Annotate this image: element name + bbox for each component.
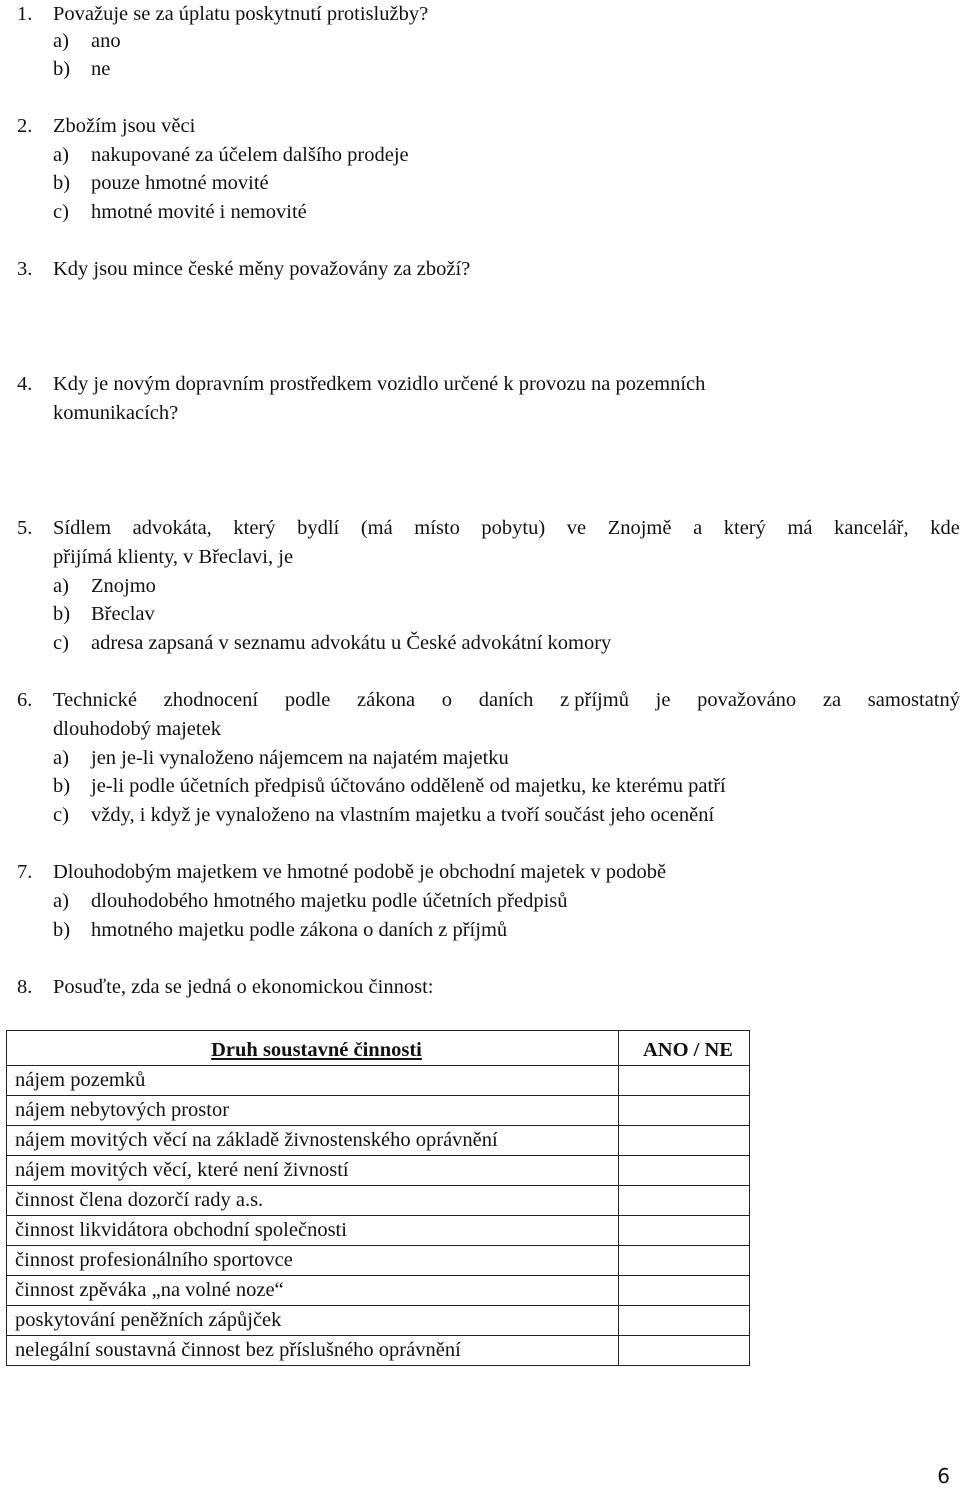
- option: [53, 772, 726, 801]
- option-text: adresa zapsaná v seznamu advokátu u České advokátní komory: [91, 632, 612, 654]
- option: [53, 141, 409, 170]
- option: [53, 55, 110, 84]
- table-row: [7, 1216, 750, 1246]
- word: Znojmě: [607, 517, 672, 539]
- option-text: hmotné movité i nemovité: [91, 201, 307, 223]
- word: Sídlem: [53, 517, 112, 539]
- activity-cell: poskytování peněžních zápůjček: [7, 1306, 619, 1336]
- activity-cell: nájem nebytových prostor: [7, 1096, 619, 1126]
- question-text: Dlouhodobým majetkem ve hmotné podobě je obchodní majetek v podobě: [53, 861, 667, 883]
- option: [53, 916, 507, 945]
- option-text: Břeclav: [91, 603, 155, 625]
- word: který: [723, 517, 766, 539]
- option: [53, 887, 568, 916]
- option-text: dlouhodobého hmotného majetku podle účetních předpisů: [91, 890, 568, 912]
- option-text: pouze hmotné movité: [91, 172, 269, 194]
- answer-cell[interactable]: [619, 1336, 750, 1366]
- answer-cell[interactable]: [619, 1066, 750, 1096]
- word: podle: [284, 689, 331, 711]
- option-letter: a): [53, 575, 69, 597]
- word: advokáta,: [132, 517, 212, 539]
- option-letter: a): [53, 747, 69, 769]
- table-row: [7, 1186, 750, 1216]
- activity-cell: nájem pozemků: [7, 1066, 619, 1096]
- question-text: Kdy jsou mince české měny považovány za zboží?: [53, 258, 471, 280]
- option-text: jen je-li vynaloženo nájemcem na najatém majetku: [91, 747, 509, 769]
- option: [53, 600, 155, 629]
- answer-cell[interactable]: [619, 1216, 750, 1246]
- question-text: Považuje se za úplatu poskytnutí protislužby?: [53, 3, 429, 25]
- activity-cell: nelegální soustavná činnost bez příslušného oprávnění: [7, 1336, 619, 1366]
- answer-cell[interactable]: [619, 1246, 750, 1276]
- option: [53, 629, 611, 658]
- question-number: 6.: [17, 689, 33, 711]
- option-letter: b): [53, 603, 71, 625]
- table-row: [7, 1276, 750, 1306]
- table-row: [7, 1096, 750, 1126]
- option-letter: b): [53, 58, 71, 80]
- activity-cell: nájem movitých věcí, které není živností: [7, 1156, 619, 1186]
- word: (má: [360, 517, 393, 539]
- column-header-activity: Druh soustavné činnosti: [7, 1031, 619, 1066]
- answer-cell[interactable]: [619, 1186, 750, 1216]
- option-letter: c): [53, 804, 69, 826]
- question-number: 7.: [17, 861, 33, 883]
- answer-cell[interactable]: [619, 1276, 750, 1306]
- word: považováno: [697, 689, 797, 711]
- word: zákona: [357, 689, 416, 711]
- activity-cell: činnost člena dozorčí rady a.s.: [7, 1186, 619, 1216]
- question-number: 4.: [17, 373, 33, 395]
- question-text-continued: dlouhodobý majetek: [53, 718, 221, 740]
- word: který: [233, 517, 276, 539]
- table-header-row: [7, 1031, 750, 1066]
- table-row: [7, 1066, 750, 1096]
- option-text: hmotného majetku podle zákona o daních z příjmů: [91, 919, 508, 941]
- table-row: [7, 1126, 750, 1156]
- activity-cell: činnost profesionálního sportovce: [7, 1246, 619, 1276]
- option-text: je-li podle účetních předpisů účtováno odděleně od majetku, ke kterému patří: [91, 775, 726, 797]
- word: samostatný: [867, 689, 960, 711]
- word: za: [822, 689, 842, 711]
- option-text: nakupované za účelem dalšího prodeje: [91, 144, 409, 166]
- word: Technické: [53, 689, 137, 711]
- option-text: ano: [91, 30, 121, 52]
- word: bydlí: [297, 517, 340, 539]
- table-row: [7, 1306, 750, 1336]
- word: místo: [414, 517, 460, 539]
- activity-cell: nájem movitých věcí na základě živnostenského oprávnění: [7, 1126, 619, 1156]
- answer-cell[interactable]: [619, 1096, 750, 1126]
- answer-cell[interactable]: [619, 1306, 750, 1336]
- answer-cell[interactable]: [619, 1126, 750, 1156]
- option: [53, 744, 509, 773]
- question-text: Zbožím jsou věci: [53, 115, 196, 137]
- word: ve: [566, 517, 587, 539]
- option-letter: b): [53, 172, 71, 194]
- word: pobytu): [481, 517, 546, 539]
- word: z příjmů: [560, 689, 629, 711]
- table-row: [7, 1336, 750, 1366]
- word: zhodnocení: [163, 689, 259, 711]
- question-text-continued: přijímá klienty, v Břeclavi, je: [53, 546, 294, 568]
- option-letter: a): [53, 890, 69, 912]
- option-letter: c): [53, 201, 69, 223]
- question-number: 3.: [17, 258, 33, 280]
- option-letter: a): [53, 144, 69, 166]
- question-number: 2.: [17, 115, 33, 137]
- word: daních: [478, 689, 534, 711]
- question-text: [53, 514, 960, 543]
- question-text: [53, 686, 960, 715]
- question-number: 5.: [17, 517, 33, 539]
- word: je: [655, 689, 671, 711]
- activity-cell: činnost likvidátora obchodní společnosti: [7, 1216, 619, 1246]
- option: [53, 801, 714, 830]
- economic-activity-table: [6, 1030, 750, 1366]
- question-text-continued: komunikacích?: [53, 402, 179, 424]
- word: a: [693, 517, 703, 539]
- option: [53, 27, 121, 56]
- option: [53, 169, 269, 198]
- word: kde: [930, 517, 960, 539]
- word: o: [441, 689, 453, 711]
- option-text: Znojmo: [91, 575, 156, 597]
- question-number: 8.: [17, 976, 33, 998]
- page-number: 6: [937, 1464, 950, 1488]
- question-number: 1.: [17, 3, 33, 25]
- option-letter: b): [53, 919, 71, 941]
- activity-cell: činnost zpěváka „na volné noze“: [7, 1276, 619, 1306]
- word: kancelář,: [834, 517, 909, 539]
- option-letter: a): [53, 30, 69, 52]
- option: [53, 198, 307, 227]
- table-row: [7, 1156, 750, 1186]
- option-text: ne: [91, 58, 111, 80]
- question-text: Kdy je novým dopravním prostředkem vozidlo určené k provozu na pozemních: [53, 373, 706, 395]
- question-text: Posuďte, zda se jedná o ekonomickou činnost:: [53, 976, 434, 998]
- answer-cell[interactable]: [619, 1156, 750, 1186]
- option-letter: c): [53, 632, 69, 654]
- option-text: vždy, i když je vynaloženo na vlastním majetku a tvoří součást jeho ocenění: [91, 804, 715, 826]
- option-letter: b): [53, 775, 71, 797]
- column-header-answer: ANO / NE: [619, 1031, 750, 1066]
- option: [53, 572, 156, 601]
- word: má: [787, 517, 813, 539]
- table-row: [7, 1246, 750, 1276]
